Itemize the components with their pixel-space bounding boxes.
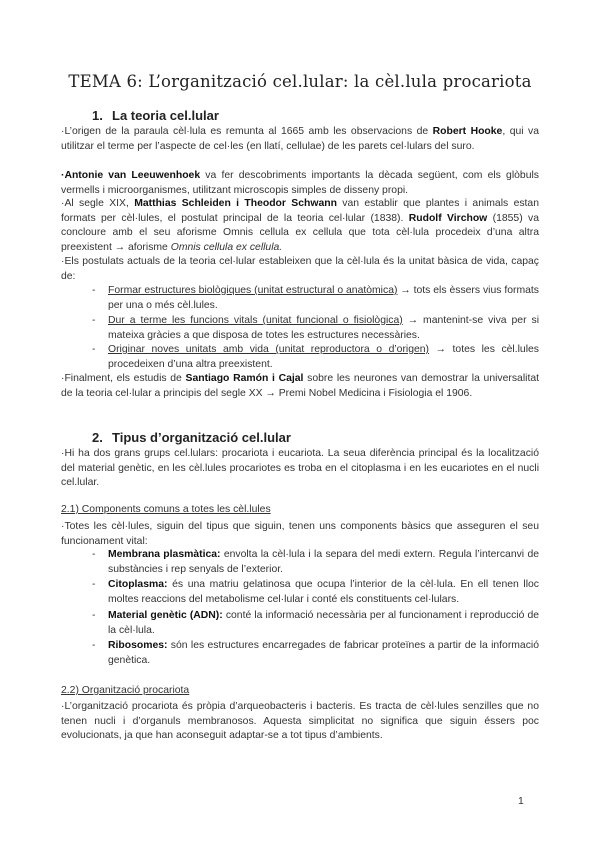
paragraph-postulats: ·Els postulats actuals de la teoria cel·lular estableixen que la cèl·lula és la unitat bàsica de vida, capaç de: — [61, 256, 539, 282]
list-item: - Originar noves unitats amb vida (unitat reproductora o d’origen) → totes les cèl.lules procedeixen d’una altra preexistent. — [92, 344, 539, 370]
list-item: - Formar estructures biològiques (unitat estructural o anatòmica) → tots els èssers vius formats per una o més cèl.lules. — [92, 285, 539, 311]
page-title: TEMA 6: L’organització cel.lular: la cèl.lula procariota — [68, 72, 532, 91]
subsection-2-1-heading: 2.1) Components comuns a totes les cèl.lules — [61, 504, 271, 515]
list-item: - Ribosomes: són les estructures encarregades de fabricar proteïnes a partir de la informació genètica. — [92, 640, 539, 666]
list-item: - Membrana plasmàtica: envolta la cèl·lula i la separa del medi extern. Regula l’intercanvi de substàncies i rep senyals de l’exterior. — [92, 549, 540, 575]
paragraph-components: ·Totes les cèl·lules, siguin del tipus que siguin, tenen uns components bàsics que asseguren el seu funcionament vital: — [61, 521, 539, 547]
section-1-heading — [92, 108, 219, 123]
section-1-title: La teoria cel.lular — [112, 108, 219, 123]
paragraph-tipus: ·Hi ha dos grans grups cel.lulars: procariota i eucariota. La seua diferència principal és la localització del material genètic, en les cèl.lules procariotes es troba en el citoplasma i en les eucariotes en el nucli cel.lular. — [61, 448, 539, 489]
paragraph-schleiden-schwann: ·Al segle XIX, Matthias Schleiden i Theodor Schwann van establir que plantes i animals estan formats per cèl·lules, el postulat principal de la teoria cel·lular (1838). Rudolf Virchow (1855) va concloure amb el seu aforisme Omnis cellula ex cellula que tota cèl·lula procedeix d’una altra preexistent → aforisme Omnis cellula ex cellula. — [61, 198, 539, 253]
name-virchow: Rudolf Virchow — [408, 212, 488, 224]
list-item: - Dur a terme les funcions vitals (unitat funcional o fisiològica) → mantenint-se viva per si mateixa gràcies a que disposa de totes les estructures necessàries. — [92, 315, 539, 341]
aforisme: Omnis cellula ex cellula. — [170, 241, 283, 253]
section-2-title: Tipus d’organització cel.lular — [112, 430, 291, 445]
paragraph-cajal: ·Finalment, els estudis de Santiago Ramón i Cajal sobre les neurones van demostrar la universalitat de la teoria cel·lular a principis del segle XX → Premi Nobel Medicina i Fisiologia el 1906. — [61, 373, 540, 399]
name-robert-hooke: Robert Hooke — [432, 126, 503, 137]
paragraph-leeuwenhoek: ·Antonie van Leeuwenhoek va fer descobriments importants la dècada següent, com els glòbuls vermells i microorganismes, utilitzant microscopis simples de disseny propi. — [61, 170, 539, 196]
name-ramon-y-cajal: Santiago Ramón i Cajal — [185, 373, 304, 384]
name-schleiden-schwann: Matthias Schleiden i Theodor Schwann — [134, 198, 337, 209]
name-leeuwenhoek: ·Antonie van Leeuwenhoek — [61, 170, 201, 181]
paragraph-hooke: ·L’origen de la paraula cèl·lula es remunta al 1665 amb les observacions de Robert Hooke, qui va utilitzar el terme per l’aspecte de cel·les (en llatí, cellulae) de les parets cel·lulars del suro. — [61, 126, 539, 152]
list-item: - Citoplasma: és una matriu gelatinosa que ocupa l’interior de la cèl·lula. En ell tenen lloc moltes reaccions del metabolisme cel·lular i conté els constituents cel·lulars. — [92, 579, 539, 605]
paragraph-procariota: ·L’organització procariota és pròpia d’arqueobacteris i bacteris. Es tracta de cèl·lules senzilles que no tenen nucli i d’organuls membranosos. Aquesta simplicitat no significa que siguin éssers poc evolucionats, ja que han aconseguit adaptar-se a tot tipus d’ambients. — [61, 701, 539, 742]
page-number: 1 — [518, 796, 524, 807]
subsection-2-2-heading: 2.2) Organització procariota — [61, 685, 190, 696]
list-item: - Material genètic (ADN): conté la informació necessària per al funcionament i reproducció de la cèl·lula. — [92, 610, 540, 636]
section-2-number: 2. — [92, 430, 103, 445]
section-2-heading — [92, 430, 291, 445]
section-1-number: 1. — [92, 108, 103, 123]
